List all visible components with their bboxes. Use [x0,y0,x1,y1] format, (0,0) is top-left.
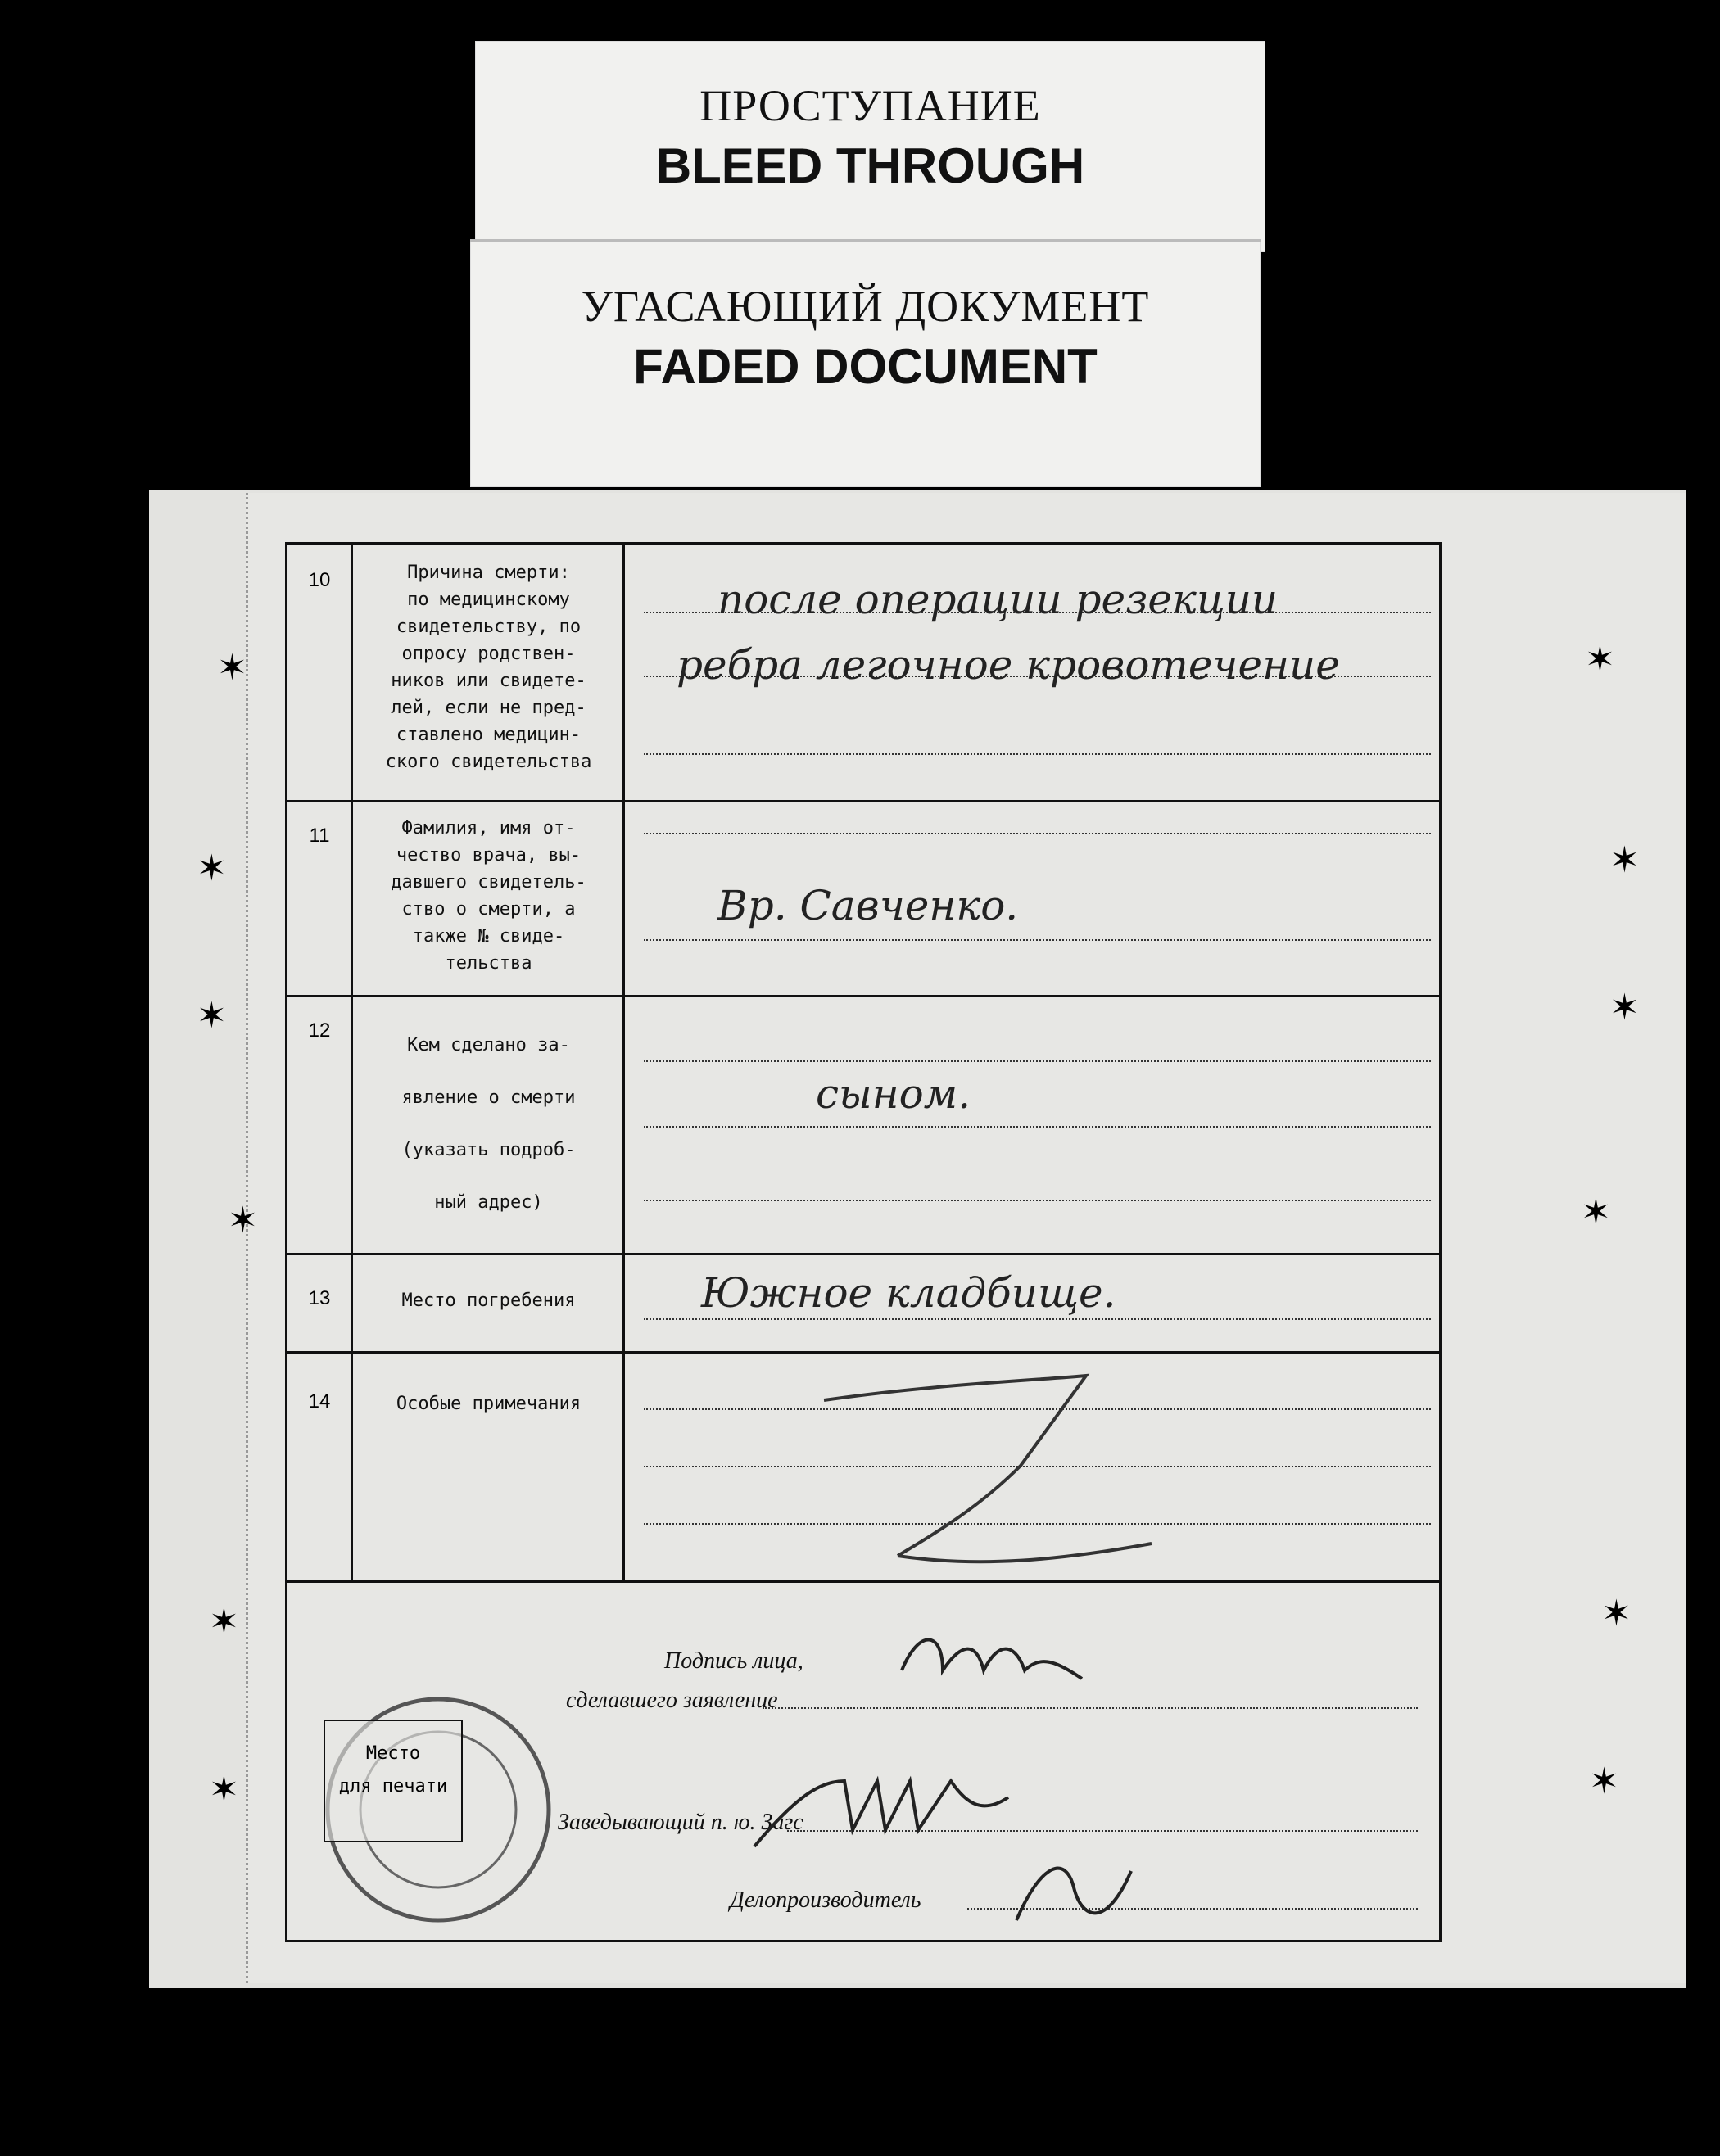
clerk-signature-mark [1008,1838,1156,1937]
head-signature-mark [746,1748,1041,1855]
head-signature-label: Заведывающий п. ю. Загс [558,1810,803,1835]
punch-hole-icon: ✶ [1589,1761,1619,1801]
doctor-value: Вр. Савченко. [717,882,1019,929]
form-row-13 [287,1253,1439,1354]
clerk-signature-label: Делопроизводитель [730,1887,921,1913]
row-label-declarant: Кем сделано за- явление о смерти (указать подроб- ный адрес) [355,995,625,1253]
form-row-10 [287,545,1439,802]
burial-place-field [627,1253,1439,1351]
row-label-cause-of-death: Причина смерти: по медицинскому свидетельству, по опросу родствен- ников или свидете- лей, если не пред- ставлено медицин- ского свидетельства [355,545,625,800]
doctor-field [627,800,1439,995]
applicant-signature-label-1: Подпись лица, [664,1648,803,1674]
row-number: 10 [287,545,353,800]
applicant-signature-label-2: сделавшего заявление [566,1688,778,1713]
faded-document-label-ru: УГАСАЮЩИЙ ДОКУМЕНТ [581,282,1150,331]
form-row-12 [287,995,1439,1255]
row-number: 12 [287,995,353,1253]
punch-hole-icon: ✶ [1585,640,1615,680]
punch-hole-icon: ✶ [1601,1593,1632,1634]
stamp-place-box [324,1720,463,1842]
applicant-signature-mark [894,1613,1107,1711]
punch-hole-icon: ✶ [217,648,247,688]
faded-document-label-en: FADED DOCUMENT [633,339,1098,394]
punch-hole-icon: ✶ [228,1200,258,1241]
punch-hole-icon: ✶ [197,848,227,888]
punch-hole-icon: ✶ [1609,988,1640,1028]
punch-hole-icon: ✶ [1609,840,1640,880]
form-row-14 [287,1351,1439,1583]
bleed-through-card [475,41,1265,252]
cause-of-death-field [627,545,1439,800]
declarant-field [627,995,1439,1253]
punch-hole-icon: ✶ [209,1602,239,1642]
stamp-place-label-1: Место [365,1743,421,1764]
cause-of-death-line-2: ребра легочное кровотечение [677,641,1340,689]
row-label-doctor: Фамилия, имя от- чество врача, вы- давшего свидетель- ство о смерти, а также № свиде- тельства [355,800,625,995]
row-number: 13 [287,1253,353,1351]
row-number: 14 [287,1351,353,1580]
row-label-special-notes: Особые примечания [355,1351,625,1580]
punch-hole-icon: ✶ [209,1770,239,1810]
burial-place-value: Южное кладбище. [701,1269,1116,1317]
declarant-value: сыном. [816,1070,971,1118]
special-notes-field [627,1351,1439,1580]
punch-hole-icon: ✶ [1581,1192,1611,1232]
faded-document-card [470,239,1261,487]
strike-through-mark [816,1367,1160,1572]
row-label-burial-place: Место погребения [355,1253,625,1351]
bleed-through-label-en: BLEED THROUGH [655,138,1085,193]
bleed-through-label-ru: ПРОСТУПАНИЕ [699,81,1041,130]
cause-of-death-line-1: после операции резекции [717,576,1279,623]
punch-hole-icon: ✶ [197,996,227,1036]
stamp-place-label-2: для печати [338,1776,448,1797]
row-number: 11 [287,800,353,995]
form-row-11 [287,800,1439,997]
